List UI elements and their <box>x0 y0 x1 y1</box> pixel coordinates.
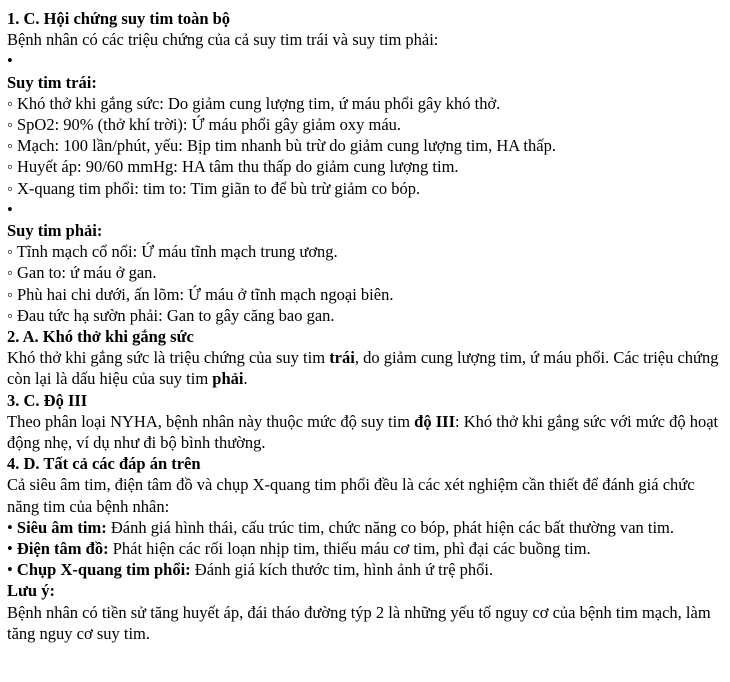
left-heart-failure-item: ◦ Khó thở khi gắng sức: Do giảm cung lượng tim, ứ máu phổi gây khó thở. <box>7 93 501 113</box>
section-2-paragraph <box>7 347 724 389</box>
section-4-item-label: Điện tâm đồ: <box>12 539 109 559</box>
section-2-text: . <box>243 369 248 389</box>
section-3-text: : Khó thở khi gắng sức với mức độ hoạt động nhẹ, ví dụ như đi bộ bình thường. <box>7 411 719 453</box>
note-heading: Lưu ý: <box>7 581 55 601</box>
section-4-item-label: Siêu âm tim: <box>12 517 107 537</box>
right-heart-failure-item: ◦ Đau tức hạ sườn phải: Gan to gây căng bao gan. <box>7 305 335 325</box>
right-heart-failure-item: ◦ Gan to: ứ máu ở gan. <box>7 263 157 283</box>
section-3-text: Theo phân loại NYHA, bệnh nhân này thuộc mức độ suy tim <box>7 411 415 431</box>
bullet-icon: • <box>7 539 13 559</box>
section-4-item-text: Đánh giá hình thái, cấu trúc tim, chức năng co bóp, phát hiện các bất thường van tim. <box>106 517 675 537</box>
section-3-emphasis: độ III <box>414 411 455 431</box>
section-4-item-label: Chụp X-quang tim phổi: <box>12 560 191 580</box>
note-paragraph: Bệnh nhân có tiền sử tăng huyết áp, đái tháo đường týp 2 là những yếu tố nguy cơ của bệnh tim mạch, làm tăng nguy cơ suy tim. <box>7 602 711 643</box>
bullet-icon: • <box>7 517 13 537</box>
section-4-item <box>7 517 724 538</box>
section-2-emphasis: trái <box>329 348 355 368</box>
bullet-icon: • <box>7 51 13 71</box>
section-1-intro: Bệnh nhân có các triệu chứng của cả suy tim trái và suy tim phải: <box>7 30 439 50</box>
left-heart-failure-item: ◦ Huyết áp: 90/60 mmHg: HA tâm thu thấp do giảm cung lượng tim. <box>7 157 459 177</box>
right-heart-failure-item: ◦ Tĩnh mạch cổ nổi: Ứ máu tĩnh mạch trung ương. <box>7 242 338 262</box>
bullet-icon: • <box>7 199 13 219</box>
left-heart-failure-item: ◦ X-quang tim phổi: tim to: Tim giãn to để bù trừ giảm co bóp. <box>7 178 421 198</box>
section-4-item <box>7 538 724 559</box>
section-4-heading: 4. D. Tất cả các đáp án trên <box>7 454 201 474</box>
right-heart-failure-heading: Suy tim phải: <box>7 221 103 240</box>
left-heart-failure-item: ◦ Mạch: 100 lần/phút, yếu: Bịp tim nhanh bù trừ do giảm cung lượng tim, HA thấp. <box>7 136 556 156</box>
section-2-heading: 2. A. Khó thở khi gắng sức <box>7 327 194 347</box>
section-4-intro: Cả siêu âm tim, điện tâm đồ và chụp X-quang tim phổi đều là các xét nghiệm cần thiết để đánh giá chức năng tim của bệnh nhân: <box>7 475 695 516</box>
section-4-item-text: Phát hiện các rối loạn nhịp tim, thiếu máu cơ tim, phì đại các buồng tim. <box>108 539 591 559</box>
bullet-icon: • <box>7 560 13 580</box>
section-2-text: , do giảm cung lượng tim, ứ máu phổi. Các triệu chứng còn lại là dấu hiệu của suy tim <box>7 348 719 389</box>
section-2-emphasis: phải <box>212 369 244 389</box>
section-4-item <box>7 559 724 580</box>
section-1-heading: 1. C. Hội chứng suy tim toàn bộ <box>7 9 231 28</box>
right-heart-failure-item: ◦ Phù hai chi dưới, ấn lõm: Ứ máu ở tĩnh mạch ngoại biên. <box>7 284 394 304</box>
section-4-item-text: Đánh giá kích thước tim, hình ảnh ứ trệ phổi. <box>190 560 494 580</box>
section-3-heading: 3. C. Độ III <box>7 390 88 410</box>
left-heart-failure-item: ◦ SpO2: 90% (thở khí trời): Ứ máu phổi gây giảm oxy máu. <box>7 115 402 134</box>
left-heart-failure-heading: Suy tim trái: <box>7 72 97 92</box>
section-3-paragraph <box>7 411 724 453</box>
section-2-text: Khó thở khi gắng sức là triệu chứng của suy tim <box>7 348 330 368</box>
